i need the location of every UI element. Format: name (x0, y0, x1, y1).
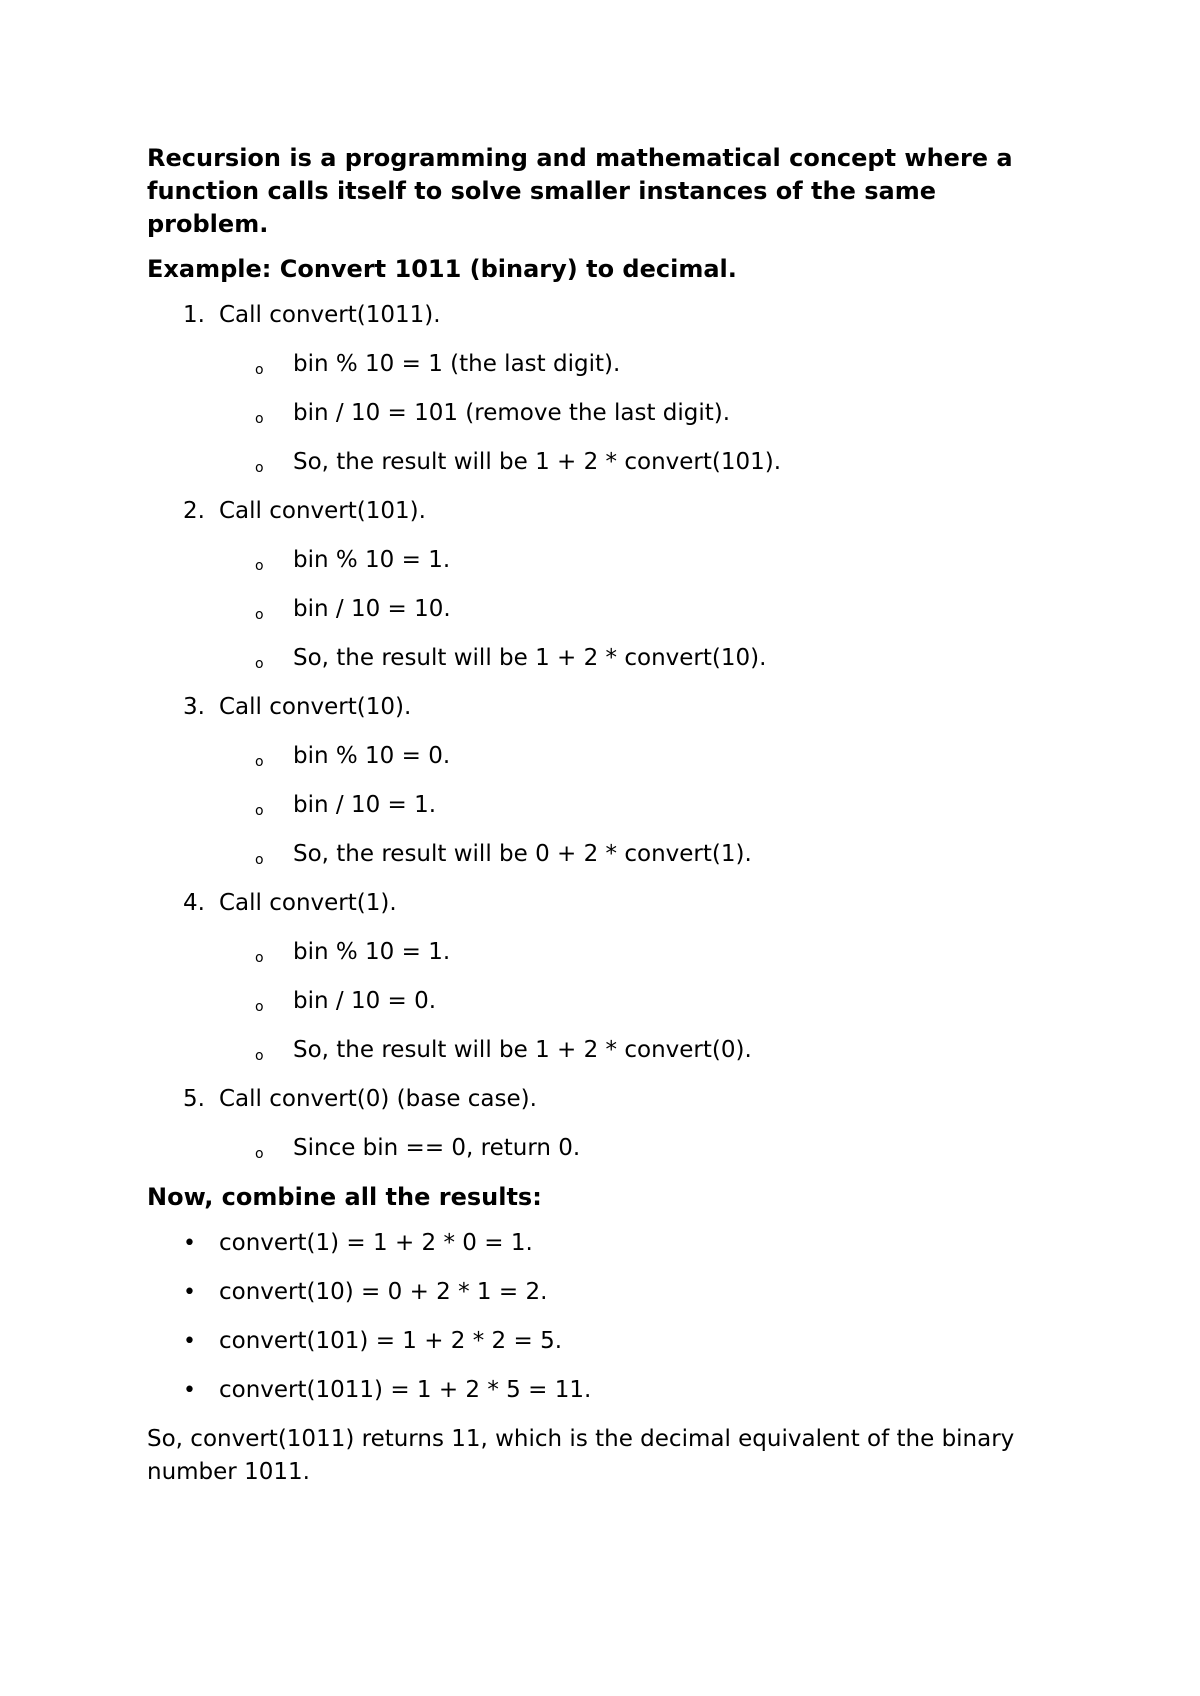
hollow-bullet-icon: o (255, 999, 264, 1015)
steps-list (147, 299, 1047, 1165)
sub-list-item (147, 348, 1047, 381)
step-item (147, 299, 1047, 479)
bullet-icon: • (183, 1231, 196, 1256)
hollow-bullet-icon: o (255, 754, 264, 770)
result-item (147, 1227, 1047, 1260)
sub-list-item (147, 1034, 1047, 1067)
step-text: Call convert(1011). (219, 302, 441, 328)
sub-item-text: bin % 10 = 0. (293, 743, 451, 769)
step-text: Call convert(0) (base case). (219, 1086, 537, 1112)
hollow-bullet-icon: o (255, 803, 264, 819)
hollow-bullet-icon: o (255, 558, 264, 574)
intro-paragraph: Recursion is a programming and mathematical concept where a function calls itself to solve smaller instances of the same problem. (147, 144, 1013, 238)
sub-item-text: bin % 10 = 1. (293, 547, 451, 573)
combine-heading: Now, combine all the results: (147, 1183, 542, 1211)
sub-list (147, 348, 1047, 479)
step-line (147, 299, 1047, 332)
sub-item-text: So, the result will be 1 + 2 * convert(0). (293, 1037, 752, 1063)
result-text: convert(1011) = 1 + 2 * 5 = 11. (219, 1377, 592, 1403)
hollow-bullet-icon: o (255, 362, 264, 378)
bullet-icon: • (183, 1280, 196, 1305)
result-text: convert(10) = 0 + 2 * 1 = 2. (219, 1279, 548, 1305)
result-text: convert(1) = 1 + 2 * 0 = 1. (219, 1230, 533, 1256)
hollow-bullet-icon: o (255, 852, 264, 868)
sub-list (147, 1132, 1047, 1165)
sub-list-item (147, 642, 1047, 675)
sub-item-text: bin / 10 = 0. (293, 988, 437, 1014)
sub-item-text: Since bin == 0, return 0. (293, 1135, 581, 1161)
result-item (147, 1325, 1047, 1358)
sub-list-item (147, 789, 1047, 822)
hollow-bullet-icon: o (255, 460, 264, 476)
results-list (147, 1227, 1047, 1407)
sub-item-text: bin / 10 = 10. (293, 596, 451, 622)
sub-list-item (147, 593, 1047, 626)
sub-list-item (147, 740, 1047, 773)
example-heading: Example: Convert 1011 (binary) to decimal. (147, 255, 737, 283)
sub-list-item (147, 1132, 1047, 1165)
sub-list-item (147, 936, 1047, 969)
conclusion-paragraph: So, convert(1011) returns 11, which is the decimal equivalent of the binary number 1011. (147, 1426, 1015, 1485)
step-line (147, 495, 1047, 528)
sub-list-item (147, 446, 1047, 479)
hollow-bullet-icon: o (255, 1048, 264, 1064)
sub-list (147, 936, 1047, 1067)
bullet-icon: • (183, 1329, 196, 1354)
hollow-bullet-icon: o (255, 411, 264, 427)
hollow-bullet-icon: o (255, 950, 264, 966)
sub-item-text: bin % 10 = 1. (293, 939, 451, 965)
sub-list (147, 544, 1047, 675)
step-number: 2. (183, 498, 205, 524)
step-text: Call convert(1). (219, 890, 397, 916)
step-text: Call convert(101). (219, 498, 426, 524)
sub-item-text: bin / 10 = 1. (293, 792, 437, 818)
sub-list-item (147, 397, 1047, 430)
step-text: Call convert(10). (219, 694, 412, 720)
step-number: 1. (183, 302, 205, 328)
step-line (147, 1083, 1047, 1116)
sub-item-text: So, the result will be 0 + 2 * convert(1). (293, 841, 752, 867)
step-number: 5. (183, 1086, 205, 1112)
step-line (147, 887, 1047, 920)
step-number: 3. (183, 694, 205, 720)
sub-list-item (147, 838, 1047, 871)
result-item (147, 1374, 1047, 1407)
result-text: convert(101) = 1 + 2 * 2 = 5. (219, 1328, 563, 1354)
step-number: 4. (183, 890, 205, 916)
sub-item-text: bin / 10 = 101 (remove the last digit). (293, 400, 731, 426)
step-line (147, 691, 1047, 724)
step-item (147, 691, 1047, 871)
bullet-icon: • (183, 1378, 196, 1403)
hollow-bullet-icon: o (255, 656, 264, 672)
hollow-bullet-icon: o (255, 1146, 264, 1162)
step-item (147, 495, 1047, 675)
document-page (147, 142, 1047, 1489)
sub-item-text: So, the result will be 1 + 2 * convert(101). (293, 449, 782, 475)
sub-list-item (147, 985, 1047, 1018)
sub-list-item (147, 544, 1047, 577)
hollow-bullet-icon: o (255, 607, 264, 623)
step-item (147, 1083, 1047, 1165)
sub-item-text: bin % 10 = 1 (the last digit). (293, 351, 621, 377)
result-item (147, 1276, 1047, 1309)
sub-item-text: So, the result will be 1 + 2 * convert(10). (293, 645, 767, 671)
sub-list (147, 740, 1047, 871)
step-item (147, 887, 1047, 1067)
